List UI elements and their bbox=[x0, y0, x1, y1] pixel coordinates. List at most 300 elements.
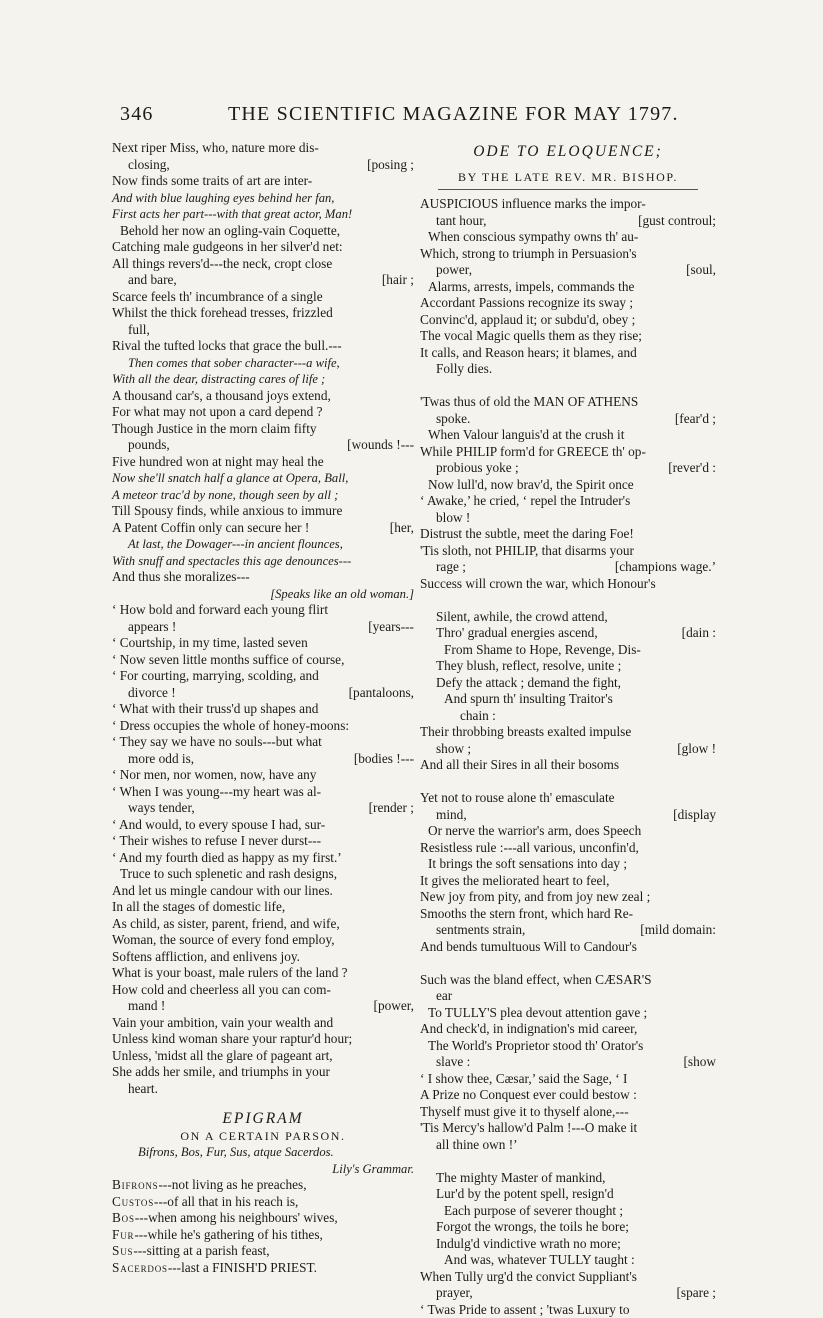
ode-line bbox=[420, 757, 716, 774]
line-text: Rival the tufted locks that grace the bull.--- bbox=[112, 338, 342, 355]
line-text: Success will crown the war, which Honour's bbox=[420, 576, 656, 593]
line-text: They blush, reflect, resolve, unite ; bbox=[420, 658, 621, 675]
line-text: Scarce feels th' incumbrance of a single bbox=[112, 289, 323, 306]
line-text: Their throbbing breasts exalted impulse bbox=[420, 724, 631, 741]
epigram-motto: Bifrons, Bos, Fur, Sus, atque Sacerdos. bbox=[138, 1144, 334, 1161]
line-bracket-carryover: [render ; bbox=[369, 800, 414, 817]
line-text: Next riper Miss, who, nature more dis- bbox=[112, 140, 319, 157]
line-text: chain : bbox=[420, 708, 496, 725]
line-text: Thyself must give it to thyself alone,--- bbox=[420, 1104, 629, 1121]
line-bracket-carryover: [pantaloons, bbox=[349, 685, 414, 702]
line-text: Softens affliction, and enlivens joy. bbox=[112, 949, 300, 966]
epigram-keyword: Custos bbox=[112, 1194, 154, 1211]
poem-line bbox=[112, 454, 414, 471]
ode-line bbox=[420, 312, 716, 329]
line-text: prayer, bbox=[420, 1285, 473, 1302]
poem-line bbox=[112, 1048, 414, 1065]
line-text: all thine own !’ bbox=[420, 1137, 518, 1154]
line-bracket-carryover: [display bbox=[673, 807, 716, 824]
line-text: pounds, bbox=[112, 437, 170, 454]
line-bracket-carryover: [power, bbox=[374, 998, 414, 1015]
ode-line bbox=[420, 411, 716, 428]
line-text: Each purpose of severer thought ; bbox=[420, 1203, 623, 1220]
line-bracket-carryover: [champions wage.’ bbox=[615, 559, 716, 576]
ode-line bbox=[420, 229, 716, 246]
line-text: When Tully urg'd the convict Suppliant's bbox=[420, 1269, 637, 1286]
ode-line bbox=[420, 1137, 716, 1154]
line-text: New joy from pity, and from joy new zeal ; bbox=[420, 889, 650, 906]
poem-line bbox=[112, 256, 414, 273]
poem-line bbox=[112, 1081, 414, 1098]
line-text: A meteor trac'd by none, though seen by all ; bbox=[112, 487, 338, 504]
epigram-line bbox=[112, 1243, 414, 1260]
line-text: probious yoke ; bbox=[420, 460, 519, 477]
ode-line bbox=[420, 708, 716, 725]
ode-line bbox=[420, 543, 716, 560]
poem-line bbox=[112, 701, 414, 718]
line-text: Unless, 'midst all the glare of pageant art, bbox=[112, 1048, 333, 1065]
poem-line bbox=[112, 1015, 414, 1032]
epigram-line-text: ---sitting at a parish feast, bbox=[133, 1243, 269, 1260]
line-bracket-carryover: [mild domain: bbox=[640, 922, 716, 939]
line-text: Convinc'd, applaud it; or subdu'd, obey ; bbox=[420, 312, 635, 329]
line-text: With all the dear, distracting cares of life ; bbox=[112, 371, 325, 388]
line-text: ‘ Dress occupies the whole of honey-moons: bbox=[112, 718, 349, 735]
ode-line bbox=[420, 328, 716, 345]
line-text: Behold her now an ogling-vain Coquette, bbox=[112, 223, 340, 240]
poem-line bbox=[112, 619, 414, 636]
line-text: And thus she moralizes--- bbox=[112, 569, 250, 586]
line-text: And check'd, in indignation's mid career, bbox=[420, 1021, 637, 1038]
poem-line bbox=[112, 404, 414, 421]
line-text: mand ! bbox=[112, 998, 165, 1015]
line-text: And all their Sires in all their bosoms bbox=[420, 757, 619, 774]
ode-line bbox=[420, 906, 716, 923]
line-text: First acts her part---with that great actor, Man! bbox=[112, 206, 352, 223]
ode-line bbox=[420, 279, 716, 296]
line-text: And spurn th' insulting Traitor's bbox=[420, 691, 613, 708]
epigram-keyword: Bos bbox=[112, 1210, 135, 1227]
poem-line bbox=[112, 718, 414, 735]
line-text: What is your boast, male rulers of the land ? bbox=[112, 965, 348, 982]
line-text: ‘ What with their truss'd up shapes and bbox=[112, 701, 318, 718]
ode-line bbox=[420, 1021, 716, 1038]
ode-line bbox=[420, 675, 716, 692]
line-text: When conscious sympathy owns th' au- bbox=[420, 229, 638, 246]
poem-line bbox=[112, 833, 414, 850]
line-text: ‘ And my fourth died as happy as my first.’ bbox=[112, 850, 342, 867]
line-bracket-carryover: [fear'd ; bbox=[675, 411, 716, 428]
line-text: ‘ For courting, marrying, scolding, and bbox=[112, 668, 319, 685]
poem-line bbox=[112, 586, 414, 603]
line-text: and bare, bbox=[112, 272, 177, 289]
poem-line bbox=[112, 239, 414, 256]
line-text: appears ! bbox=[112, 619, 176, 636]
ode-line bbox=[420, 196, 716, 213]
line-text: From Shame to Hope, Revenge, Dis- bbox=[420, 642, 641, 659]
line-text: Folly dies. bbox=[420, 361, 492, 378]
line-bracket-carryover: [hair ; bbox=[382, 272, 414, 289]
poem-line bbox=[112, 520, 414, 537]
ode-line bbox=[420, 526, 716, 543]
poem-line bbox=[112, 223, 414, 240]
line-text: As child, as sister, parent, friend, and wife, bbox=[112, 916, 340, 933]
poem-line bbox=[112, 932, 414, 949]
line-text: With snuff and spectacles this age denounces--- bbox=[112, 553, 351, 570]
line-text: Catching male gudgeons in her silver'd net: bbox=[112, 239, 343, 256]
line-text: Yet not to rouse alone th' emasculate bbox=[420, 790, 615, 807]
ode-line bbox=[420, 1236, 716, 1253]
ode-line bbox=[420, 246, 716, 263]
poem-line bbox=[112, 173, 414, 190]
line-text: Thro' gradual energies ascend, bbox=[420, 625, 598, 642]
line-text: full, bbox=[112, 322, 150, 339]
poem-line bbox=[112, 355, 414, 372]
epigram-keyword: Sus bbox=[112, 1243, 133, 1260]
line-text: The World's Proprietor stood th' Orator's bbox=[420, 1038, 643, 1055]
line-text: ear bbox=[420, 988, 452, 1005]
line-bracket-carryover: [show bbox=[683, 1054, 716, 1071]
line-text: 'Tis sloth, not PHILIP, that disarms your bbox=[420, 543, 634, 560]
poem-line bbox=[112, 817, 414, 834]
line-text: ‘ How bold and forward each young flirt bbox=[112, 602, 328, 619]
poem-line bbox=[112, 751, 414, 768]
ode-line bbox=[420, 213, 716, 230]
line-text: A Prize no Conquest ever could bestow : bbox=[420, 1087, 637, 1104]
line-text: sentments strain, bbox=[420, 922, 525, 939]
epigram-line bbox=[112, 1260, 414, 1277]
poem-line bbox=[112, 272, 414, 289]
epigram-title: EPIGRAM bbox=[222, 1111, 303, 1128]
line-text: And bends tumultuous Will to Candour's bbox=[420, 939, 637, 956]
ode-line bbox=[420, 1104, 716, 1121]
ode-line bbox=[420, 394, 716, 411]
page-number: 346 bbox=[120, 103, 154, 126]
line-text: For what may not upon a card depend ? bbox=[112, 404, 322, 421]
right-column bbox=[420, 140, 716, 1318]
line-bracket-carryover: [posing ; bbox=[367, 157, 414, 174]
line-text: ‘ They say we have no souls---but what bbox=[112, 734, 322, 751]
line-text: more odd is, bbox=[112, 751, 194, 768]
ode-line bbox=[420, 559, 716, 576]
line-text: Resistless rule :---all various, unconfin'd, bbox=[420, 840, 639, 857]
poem-line bbox=[112, 899, 414, 916]
ode-line bbox=[420, 1252, 716, 1269]
poem-line bbox=[112, 157, 414, 174]
poem-line bbox=[112, 883, 414, 900]
left-column bbox=[112, 140, 414, 1276]
ode-line bbox=[420, 1285, 716, 1302]
line-bracket-carryover: [wounds !--- bbox=[347, 437, 414, 454]
line-text: Woman, the source of every fond employ, bbox=[112, 932, 335, 949]
poem-line bbox=[112, 850, 414, 867]
ode-line bbox=[420, 625, 716, 642]
line-text: And was, whatever TULLY taught : bbox=[420, 1252, 635, 1269]
ode-line bbox=[420, 576, 716, 593]
ode-line bbox=[420, 262, 716, 279]
poem-line bbox=[112, 602, 414, 619]
line-text: Alarms, arrests, impels, commands the bbox=[420, 279, 634, 296]
ode-line bbox=[420, 873, 716, 890]
line-text: AUSPICIOUS influence marks the impor- bbox=[420, 196, 646, 213]
line-text: Truce to such splenetic and rash designs, bbox=[112, 866, 337, 883]
poem-line bbox=[112, 421, 414, 438]
epigram-keyword: Sacerdos bbox=[112, 1260, 168, 1277]
ode-line bbox=[420, 658, 716, 675]
line-text: The vocal Magic quells them as they rise; bbox=[420, 328, 642, 345]
poem-line bbox=[112, 536, 414, 553]
ode-line bbox=[420, 345, 716, 362]
ode-line bbox=[420, 1054, 716, 1071]
ode-line bbox=[420, 972, 716, 989]
line-text: She adds her smile, and triumphs in your bbox=[112, 1064, 330, 1081]
line-text: ‘ When I was young---my heart was al- bbox=[112, 784, 321, 801]
line-text: Now she'll snatch half a glance at Opera, Ball, bbox=[112, 470, 348, 487]
epigram-section bbox=[112, 1111, 414, 1276]
line-bracket-carryover: [her, bbox=[390, 520, 414, 537]
line-text: ‘ Now seven little months suffice of course, bbox=[112, 652, 344, 669]
ode-line bbox=[420, 1219, 716, 1236]
poem-line bbox=[112, 652, 414, 669]
running-title: THE SCIENTIFIC MAGAZINE FOR MAY 1797. bbox=[228, 103, 679, 126]
line-text: ‘ Awake,’ he cried, ‘ repel the Intruder's bbox=[420, 493, 630, 510]
ode-line bbox=[420, 295, 716, 312]
ode-line bbox=[420, 774, 716, 791]
line-text: Then comes that sober character---a wife, bbox=[112, 355, 340, 372]
line-text: Now lull'd, now brav'd, the Spirit once bbox=[420, 477, 634, 494]
epigram-source: Lily's Grammar. bbox=[332, 1161, 414, 1178]
line-text: Now finds some traits of art are inter- bbox=[112, 173, 312, 190]
line-text: ‘ Their wishes to refuse I never durst--- bbox=[112, 833, 321, 850]
line-bracket-carryover: [soul, bbox=[686, 262, 716, 279]
epigram-line bbox=[112, 1210, 414, 1227]
title-rule bbox=[438, 189, 698, 190]
ode-line bbox=[420, 1302, 716, 1318]
poem-line bbox=[112, 668, 414, 685]
ode-line bbox=[420, 691, 716, 708]
ode-title: ODE TO ELOQUENCE; bbox=[473, 144, 663, 161]
epigram-line bbox=[112, 1177, 414, 1194]
line-text: 'Tis Mercy's hallow'd Palm !---O make it bbox=[420, 1120, 637, 1137]
ode-line bbox=[420, 1087, 716, 1104]
line-text: 'Twas thus of old the MAN OF ATHENS bbox=[420, 394, 638, 411]
poem-line bbox=[112, 734, 414, 751]
line-text: A thousand car's, a thousand joys extend, bbox=[112, 388, 331, 405]
line-text: And with blue laughing eyes behind her fan, bbox=[112, 190, 334, 207]
line-text: Indulg'd vindictive wrath no more; bbox=[420, 1236, 621, 1253]
ode-byline: BY THE LATE REV. MR. BISHOP. bbox=[458, 169, 678, 186]
line-text: Five hundred won at night may heal the bbox=[112, 454, 324, 471]
poem-line bbox=[112, 784, 414, 801]
ode-line bbox=[420, 444, 716, 461]
poem-line bbox=[112, 190, 414, 207]
poem-line bbox=[112, 371, 414, 388]
epigram-keyword: Bifrons bbox=[112, 1177, 158, 1194]
ode-line bbox=[420, 840, 716, 857]
line-text: spoke. bbox=[420, 411, 470, 428]
poem-line bbox=[112, 1064, 414, 1081]
poem-line bbox=[112, 206, 414, 223]
ode-line bbox=[420, 592, 716, 609]
line-text: ‘ Courtship, in my time, lasted seven bbox=[112, 635, 308, 652]
line-text: slave : bbox=[420, 1054, 470, 1071]
poem-line bbox=[112, 767, 414, 784]
line-bracket-carryover: [bodies !--- bbox=[354, 751, 414, 768]
epigram-keyword: Fur bbox=[112, 1227, 134, 1244]
line-text: ‘ And would, to every spouse I had, sur- bbox=[112, 817, 325, 834]
poem-line bbox=[112, 866, 414, 883]
line-text: Whilst the thick forehead tresses, frizzled bbox=[112, 305, 333, 322]
line-text: Though Justice in the morn claim fifty bbox=[112, 421, 317, 438]
line-text: Till Spousy finds, while anxious to immure bbox=[112, 503, 342, 520]
line-text: Vain your ambition, vain your wealth and bbox=[112, 1015, 333, 1032]
ode-line bbox=[420, 378, 716, 395]
poem-line bbox=[112, 916, 414, 933]
epigram-line-text: ---when among his neighbours' wives, bbox=[135, 1210, 338, 1227]
poem-line bbox=[112, 289, 414, 306]
poem-line bbox=[112, 998, 414, 1015]
epigram-line-text: ---while he's gathering of his tithes, bbox=[134, 1227, 323, 1244]
epigram-subtitle: ON A CERTAIN PARSON. bbox=[180, 1128, 345, 1145]
poem-line bbox=[112, 388, 414, 405]
ode-line bbox=[420, 1269, 716, 1286]
ode-line bbox=[420, 1120, 716, 1137]
line-text: closing, bbox=[112, 157, 170, 174]
line-text: When Valour languis'd at the crush it bbox=[420, 427, 624, 444]
ode-line bbox=[420, 1005, 716, 1022]
line-text: [Speaks like an old woman.] bbox=[270, 586, 414, 603]
line-text: While PHILIP form'd for GREECE th' op- bbox=[420, 444, 646, 461]
line-text: power, bbox=[420, 262, 472, 279]
poem-line bbox=[112, 965, 414, 982]
ode-line bbox=[420, 889, 716, 906]
ode-line bbox=[420, 1071, 716, 1088]
poem-line bbox=[112, 800, 414, 817]
ode-line bbox=[420, 1170, 716, 1187]
line-text: Defy the attack ; demand the fight, bbox=[420, 675, 621, 692]
ode-line bbox=[420, 856, 716, 873]
ode-line bbox=[420, 477, 716, 494]
line-text: How cold and cheerless all you can com- bbox=[112, 982, 331, 999]
poem-line bbox=[112, 1031, 414, 1048]
poem-line bbox=[112, 437, 414, 454]
line-bracket-carryover: [dain : bbox=[682, 625, 716, 642]
ode-line bbox=[420, 790, 716, 807]
line-text: mind, bbox=[420, 807, 467, 824]
ode-line bbox=[420, 1186, 716, 1203]
line-text: It brings the soft sensations into day ; bbox=[420, 856, 627, 873]
line-text: Which, strong to triumph in Persuasion's bbox=[420, 246, 637, 263]
ode-line bbox=[420, 609, 716, 626]
ode-line bbox=[420, 939, 716, 956]
ode-line bbox=[420, 922, 716, 939]
line-bracket-carryover: [rever'd : bbox=[668, 460, 716, 477]
poem-line bbox=[112, 305, 414, 322]
line-text: Forgot the wrongs, the toils he bore; bbox=[420, 1219, 629, 1236]
line-text: heart. bbox=[112, 1081, 158, 1098]
line-bracket-carryover: [years--- bbox=[368, 619, 414, 636]
line-text: A Patent Coffin only can secure her ! bbox=[112, 520, 309, 537]
line-text: And let us mingle candour with our lines. bbox=[112, 883, 333, 900]
ode-line bbox=[420, 642, 716, 659]
poem-continuation bbox=[112, 140, 414, 1097]
ode-line bbox=[420, 1153, 716, 1170]
line-bracket-carryover: [spare ; bbox=[676, 1285, 716, 1302]
poem-line bbox=[112, 635, 414, 652]
poem-line bbox=[112, 949, 414, 966]
poem-line bbox=[112, 569, 414, 586]
line-text: ‘ Nor men, nor women, now, have any bbox=[112, 767, 316, 784]
ode-line bbox=[420, 724, 716, 741]
poem-line bbox=[112, 685, 414, 702]
ode-line bbox=[420, 427, 716, 444]
line-text: It gives the meliorated heart to feel, bbox=[420, 873, 609, 890]
epigram-line-text: ---of all that in his reach is, bbox=[154, 1194, 298, 1211]
ode-line bbox=[420, 510, 716, 527]
line-text: blow ! bbox=[420, 510, 470, 527]
ode-line bbox=[420, 955, 716, 972]
line-text: Accordant Passions recognize its sway ; bbox=[420, 295, 633, 312]
ode-line bbox=[420, 361, 716, 378]
line-bracket-carryover: [gust controul; bbox=[638, 213, 716, 230]
poem-line bbox=[112, 470, 414, 487]
poem-line bbox=[112, 140, 414, 157]
poem-line bbox=[112, 982, 414, 999]
poem-line bbox=[112, 503, 414, 520]
line-text: To TULLY'S plea devout attention gave ; bbox=[420, 1005, 647, 1022]
ode-line bbox=[420, 988, 716, 1005]
line-bracket-carryover: [glow ! bbox=[677, 741, 716, 758]
line-text: At last, the Dowager---in ancient flounces, bbox=[112, 536, 343, 553]
ode-body bbox=[420, 196, 716, 1318]
ode-line bbox=[420, 741, 716, 758]
ode-line bbox=[420, 807, 716, 824]
ode-line bbox=[420, 1038, 716, 1055]
line-text: It calls, and Reason hears; it blames, and bbox=[420, 345, 637, 362]
ode-line bbox=[420, 1203, 716, 1220]
ode-line bbox=[420, 493, 716, 510]
epigram-line bbox=[112, 1227, 414, 1244]
poem-line bbox=[112, 338, 414, 355]
line-text: Smooths the stern front, which hard Re- bbox=[420, 906, 633, 923]
line-text: Lur'd by the potent spell, resign'd bbox=[420, 1186, 614, 1203]
line-text: show ; bbox=[420, 741, 471, 758]
line-text: ‘ Twas Pride to assent ; 'twas Luxury to bbox=[420, 1302, 630, 1318]
epigram-line-text: ---last a FINISH'D PRIEST. bbox=[168, 1260, 317, 1277]
line-text: ‘ I show thee, Cæsar,’ said the Sage, ‘ I bbox=[420, 1071, 627, 1088]
epigram-line bbox=[112, 1194, 414, 1211]
line-text: ways tender, bbox=[112, 800, 195, 817]
running-header bbox=[120, 103, 720, 129]
line-text: Silent, awhile, the crowd attend, bbox=[420, 609, 608, 626]
line-text: Or nerve the warrior's arm, does Speech bbox=[420, 823, 641, 840]
line-text: divorce ! bbox=[112, 685, 176, 702]
line-text: In all the stages of domestic life, bbox=[112, 899, 285, 916]
line-text: All things revers'd---the neck, cropt close bbox=[112, 256, 332, 273]
poem-line bbox=[112, 322, 414, 339]
poem-line bbox=[112, 553, 414, 570]
line-text: tant hour, bbox=[420, 213, 486, 230]
line-text: Distrust the subtle, meet the daring Foe! bbox=[420, 526, 634, 543]
ode-line bbox=[420, 460, 716, 477]
ode-line bbox=[420, 823, 716, 840]
line-text: rage ; bbox=[420, 559, 466, 576]
poem-line bbox=[112, 487, 414, 504]
line-text: The mighty Master of mankind, bbox=[420, 1170, 606, 1187]
line-text: Such was the bland effect, when CÆSAR'S bbox=[420, 972, 652, 989]
line-text: Unless kind woman share your raptur'd hour; bbox=[112, 1031, 352, 1048]
epigram-line-text: ---not living as he preaches, bbox=[158, 1177, 306, 1194]
